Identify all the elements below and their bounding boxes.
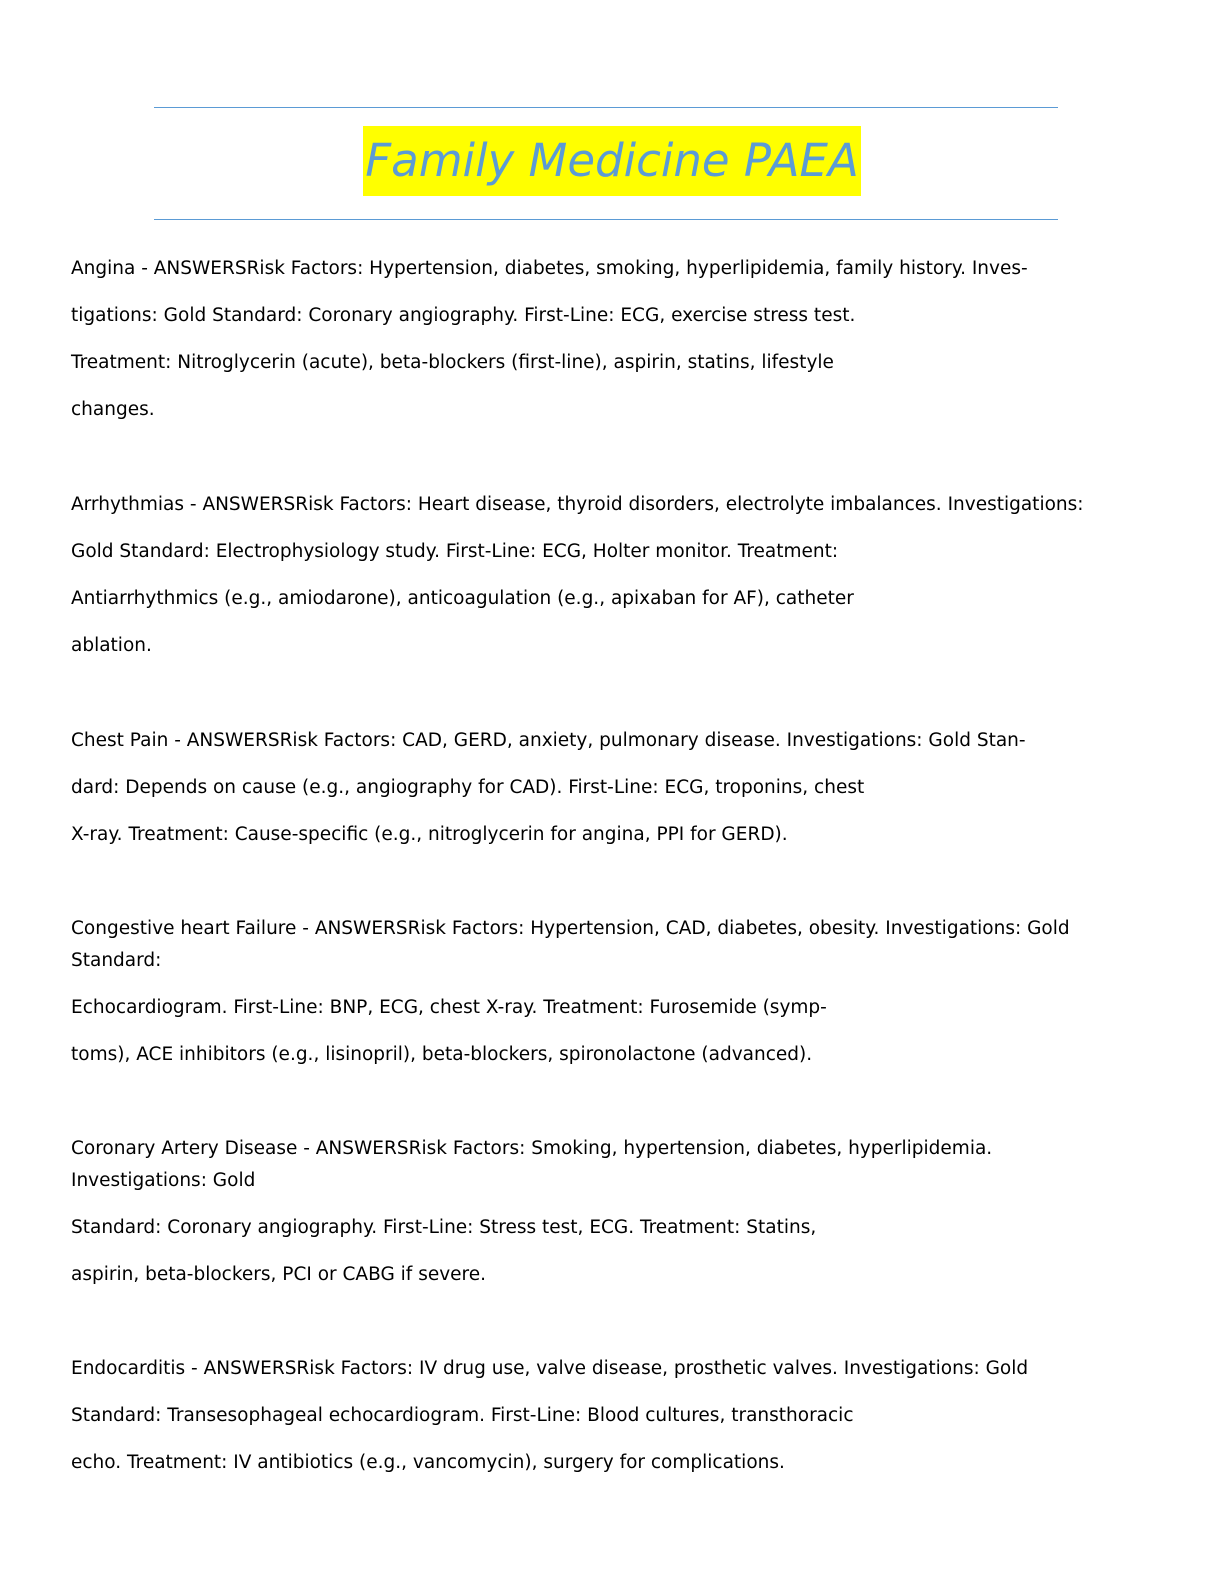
entry-line: Arrhythmias - ANSWERSRisk Factors: Heart disease, thyroid disorders, electrolyte imbalances. Investigations: (71, 494, 1084, 515)
entry-line: ablation. (71, 635, 152, 656)
entry-line: Standard: (71, 950, 162, 971)
entry-line: Endocarditis - ANSWERSRisk Factors: IV drug use, valve disease, prosthetic valves. Investigations: Gold (71, 1358, 1029, 1379)
entry-line: changes. (71, 399, 155, 420)
entry-line: Standard: Coronary angiography. First-Line: Stress test, ECG. Treatment: Statins, (71, 1217, 817, 1238)
document-title: Family Medicine PAEA (363, 126, 860, 196)
entry-line: Treatment: Nitroglycerin (acute), beta-blockers (first-line), aspirin, statins, lifestyle (71, 352, 834, 373)
entry-line: Standard: Transesophageal echocardiogram. First-Line: Blood cultures, transthoracic (71, 1405, 854, 1426)
entry-line: Echocardiogram. First-Line: BNP, ECG, chest X-ray. Treatment: Furosemide (symp- (71, 997, 827, 1018)
entry-line: toms), ACE inhibitors (e.g., lisinopril), beta-blockers, spironolactone (advanced). (71, 1044, 813, 1065)
entry-line: Gold Standard: Electrophysiology study. First-Line: ECG, Holter monitor. Treatment: (71, 541, 839, 562)
entry-line: Investigations: Gold (71, 1170, 256, 1191)
header-rule-bottom (154, 219, 1058, 220)
entry-line: Coronary Artery Disease - ANSWERSRisk Factors: Smoking, hypertension, diabetes, hyperlipidemia. (71, 1138, 993, 1159)
header-rule-top (154, 107, 1058, 108)
entry-line: Chest Pain - ANSWERSRisk Factors: CAD, GERD, anxiety, pulmonary disease. Investigations: Gold Stan- (71, 730, 1026, 751)
entry-line: Antiarrhythmics (e.g., amiodarone), anticoagulation (e.g., apixaban for AF), catheter (71, 588, 854, 609)
title-container (0, 126, 1224, 196)
entry-line: dard: Depends on cause (e.g., angiography for CAD). First-Line: ECG, troponins, chest (71, 777, 865, 798)
entry-line: aspirin, beta-blockers, PCI or CABG if severe. (71, 1264, 487, 1285)
entry-line: echo. Treatment: IV antibiotics (e.g., vancomycin), surgery for complications. (71, 1452, 785, 1473)
entry-line: tigations: Gold Standard: Coronary angiography. First-Line: ECG, exercise stress test. (71, 305, 856, 326)
entry-line: X-ray. Treatment: Cause-specific (e.g., nitroglycerin for angina, PPI for GERD). (71, 824, 788, 845)
entry-line: Congestive heart Failure - ANSWERSRisk Factors: Hypertension, CAD, diabetes, obesity. Investigations: Gold (71, 918, 1070, 939)
entry-line: Angina - ANSWERSRisk Factors: Hypertension, diabetes, smoking, hyperlipidemia, family history. Inves- (71, 258, 1028, 279)
